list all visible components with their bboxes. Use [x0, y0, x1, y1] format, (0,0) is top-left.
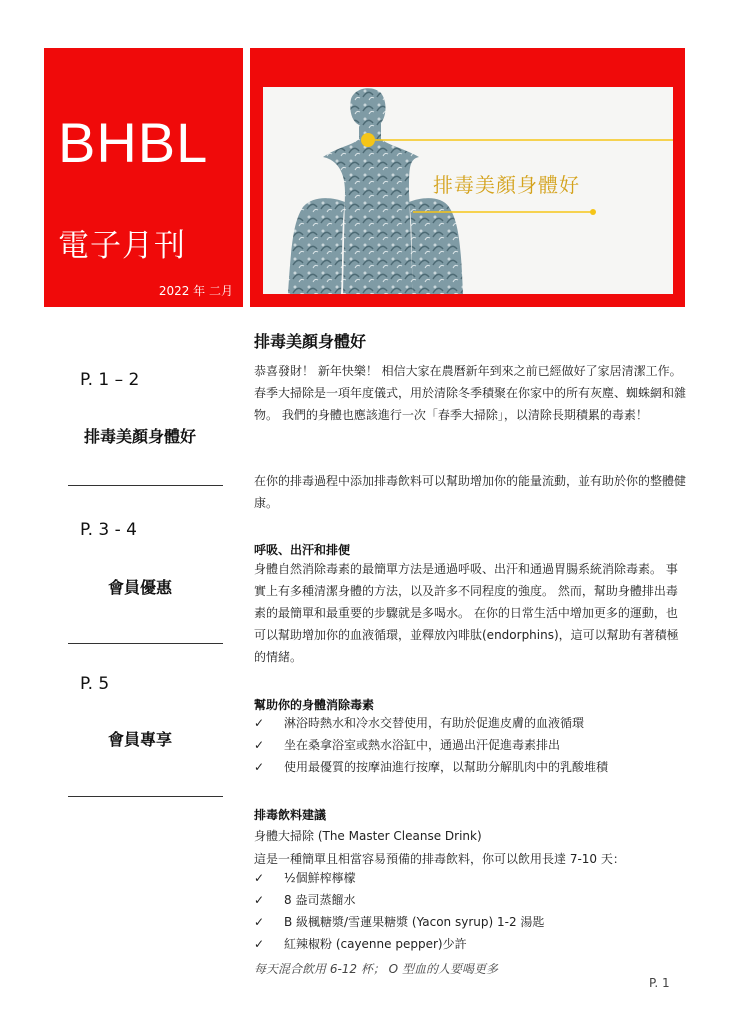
page-number: P. 1 — [649, 976, 670, 990]
list-item: ✓ B 級楓糖漿/雪蓮果糖漿 (Yacon syrup) 1-2 湯匙 — [254, 911, 544, 933]
list-item: ✓ 坐在桑拿浴室或熱水浴缸中，通過出汗促進毒素排出 — [254, 734, 608, 756]
hero-panel — [250, 48, 685, 307]
toc-title-1: 排毒美顏身體好 — [83, 427, 196, 446]
check-icon: ✓ — [254, 915, 265, 929]
serving-note: 每天混合飲用 6-12 杯； O 型血的人要喝更多 — [254, 962, 498, 976]
section-heading-breathing: 呼吸、出汗和排便 — [254, 543, 351, 557]
list-item: ✓ 紅辣椒粉 (cayenne pepper)少許 — [254, 933, 544, 955]
ingredients-list — [254, 867, 544, 955]
publication-subtitle: 電子月刊 — [58, 228, 186, 264]
check-icon: ✓ — [254, 738, 265, 752]
check-icon: ✓ — [254, 760, 265, 774]
intro-paragraph: 恭喜發財！ 新年快樂！ 相信大家在農曆新年到來之前已經做好了家居清潔工作。 春季大掃除是一項年度儀式，用於清除冬季積聚在你家中的所有灰塵、蜘蛛網和雜物。 我們的身體也應該進行一次「春季大掃除」，以清除長期積累的毒素！ — [254, 364, 687, 422]
breathing-paragraph: 身體自然消除毒素的最簡單方法是通過呼吸、出汗和通過胃腸系統消除毒素。 事實上有多種清潔身體的方法，以及許多不同程度的強度。 然而，幫助身體排出毒素的最簡單和最重要的步驟就是多喝水。 在你的日常生活中增加更多的運動，也可以幫助增加你的血液循環，並釋放內啡肽(endorphins)，這可以幫助有著積極的情緒。 — [254, 562, 679, 664]
check-icon: ✓ — [254, 893, 265, 907]
hero-title: 排毒美顏身體好 — [433, 173, 580, 197]
list-item: ✓ ½個鮮榨檸檬 — [254, 867, 544, 889]
list-item: ✓ 8 盎司蒸餾水 — [254, 889, 544, 911]
list-item: ✓ 使用最優質的按摩油進行按摩，以幫助分解肌肉中的乳酸堆積 — [254, 756, 608, 778]
section-heading-drinks: 排毒飲料建議 — [254, 808, 327, 822]
section-heading-detox-tips: 幫助你的身體消除毒素 — [254, 698, 375, 712]
article-title: 排毒美顏身體好 — [254, 332, 367, 351]
hero-image — [263, 87, 673, 294]
toc-title-3: 會員專享 — [107, 730, 172, 749]
toc-divider — [68, 796, 223, 797]
toc-page-1: P. 1 – 2 — [80, 370, 140, 390]
masthead-panel — [44, 48, 243, 307]
list-item: ✓ 淋浴時熱水和冷水交替使用，有助於促進皮膚的血液循環 — [254, 712, 608, 734]
drink-description: 這是一種簡單且相當容易預備的排毒飲料，你可以飲用長達 7-10 天： — [254, 852, 625, 866]
detox-tips-list — [254, 712, 608, 778]
toc-title-2: 會員優惠 — [107, 578, 172, 597]
check-icon: ✓ — [254, 716, 265, 730]
toc-divider — [68, 485, 223, 486]
toc-page-2: P. 3 - 4 — [80, 520, 137, 540]
brand-title: BHBL — [58, 111, 209, 174]
check-icon: ✓ — [254, 871, 265, 885]
drink-name: 身體大掃除 (The Master Cleanse Drink) — [254, 829, 482, 843]
energy-paragraph: 在你的排毒過程中添加排毒飲料可以幫助增加你的能量流動，並有助於你的整體健康。 — [254, 474, 687, 510]
toc-page-3: P. 5 — [80, 674, 110, 694]
issue-date: 2022 年 二月 — [158, 284, 233, 298]
toc-divider — [68, 643, 223, 644]
check-icon: ✓ — [254, 937, 265, 951]
